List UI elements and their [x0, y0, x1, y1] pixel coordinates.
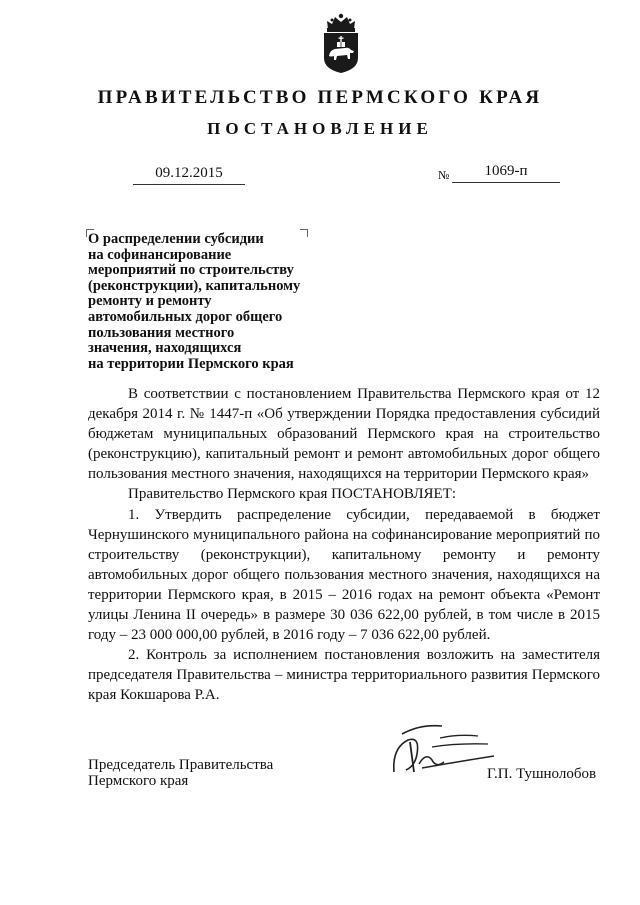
subject-line: на софинансирование: [88, 246, 232, 263]
subject-line: ремонту и ремонту: [88, 293, 212, 310]
item-1-paragraph: 1. Утвердить распределение субсидии, передаваемой в бюджет Чернушинского муниципального района на софинансирование мероприятий по строительству (реконструкции), капитальному ремонту и ремонту автомобильных дорог общего пользования местного значения, находящихся на территории Пермского края, в 2015 – 2016 годах на ремонт объекта «Ремонт улицы Ленина II очередь» в размере 30 036 622,00 рублей, в том числе в 2015 году – 23 000 000,00 рублей, в 2016 году – 7 036 622,00 рублей.: [88, 506, 600, 644]
subject-line: О распределении субсидии: [88, 231, 264, 247]
document-number: 1069-п: [452, 163, 560, 183]
subject-line: автомобильных дорог общего: [88, 308, 283, 325]
government-title: ПРАВИТЕЛЬСТВО ПЕРМСКОГО КРАЯ: [97, 87, 543, 108]
subject-line: пользования местного: [88, 324, 235, 341]
intro-paragraph: В соответствии с постановлением Правительства Пермского края от 12 декабря 2014 г. № 1447-п «Об утверждении Порядка предоставления субсидий бюджетам муниципальных образований Пермского края на строительство (реконструкцию), капитальный ремонт и ремонт автомобильных дорог общего пользования местного значения, находящихся на территории Пермского края»: [88, 386, 600, 483]
document-body: [88, 384, 600, 706]
document-subject: [88, 232, 328, 372]
number-label: №: [438, 168, 450, 182]
item-2-paragraph: 2. Контроль за исполнением постановления возложить на заместителя председателя Правительства – министра территориального развития Пермского края Кокшарова Р.А.: [88, 647, 600, 704]
subject-line: на территории Пермского края: [88, 355, 294, 372]
signer-position: [88, 757, 273, 789]
document-type: ПОСТАНОВЛЕНИЕ: [207, 119, 433, 138]
signer-name: Г.П. Тушнолобов: [487, 766, 597, 782]
signer-position-line: Пермского края: [88, 773, 189, 789]
signer-position-line: Председатель Правительства: [88, 757, 274, 773]
document-date: 09.12.2015: [133, 165, 245, 185]
subject-line: значения, находящихся: [88, 340, 242, 357]
decree-paragraph: Правительство Пермского края ПОСТАНОВЛЯЕТ:: [128, 486, 457, 503]
subject-line: (реконструкции), капитальному: [88, 277, 301, 294]
subject-line: мероприятий по строительству: [88, 262, 294, 279]
perm-krai-coat-of-arms-icon: [319, 12, 363, 74]
